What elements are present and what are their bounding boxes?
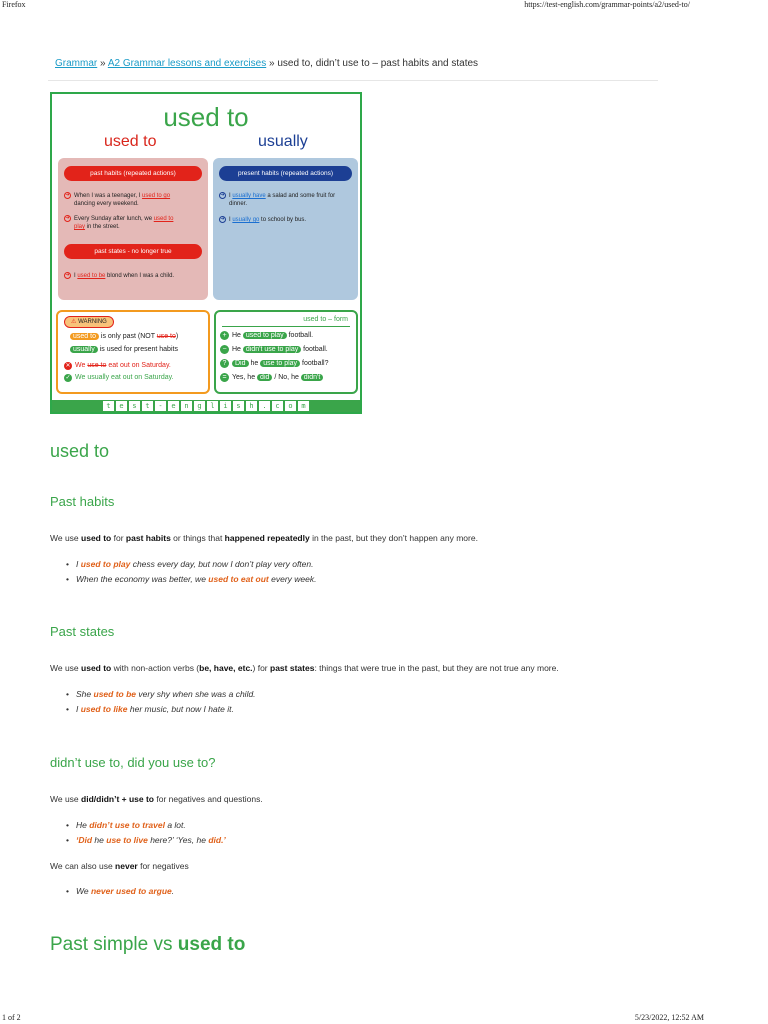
list-item [66,559,316,574]
present-habits-example-2 [219,216,355,224]
text: to school by bus. [259,217,307,224]
text: every week. [268,574,317,584]
list-item [66,574,316,589]
bold: past states [270,663,315,673]
bold: used to [81,663,112,673]
present-panel [213,158,358,300]
text: here?’ ‘Yes, he [147,835,209,845]
bold: happened repeatedly [224,533,310,543]
logo-letter: l [207,401,218,411]
tag: Did [232,360,249,367]
text: Past simple vs [50,934,178,955]
text: She [76,689,94,699]
highlight: did.’ [208,835,226,845]
cross-icon: ✕ [65,363,71,369]
form-short-answer [220,373,323,382]
arrow-icon: ➜ [65,272,70,278]
text: We use [50,663,82,673]
question-icon: ? [220,359,229,368]
tag: didn't [301,374,324,381]
highlight: play [74,224,86,231]
print-timestamp: 5/23/2022, 12:52 AM [634,1013,704,1022]
breadcrumb-current: used to, didn’t use to – past habits and states [277,58,479,69]
form-title: used to – form [303,316,348,323]
paragraph-never [50,861,189,871]
logo-letter: g [194,401,205,411]
text: When the economy was better, we [76,574,209,584]
heading-used-to: used to [50,441,110,461]
logo-letter: . [259,401,270,411]
text: / No, he [272,374,301,381]
list-item [66,820,226,835]
list-item [66,704,256,719]
paragraph-negatives-questions [50,794,263,804]
text: When I was a teenager, I [74,193,143,200]
warning-line-4 [64,374,174,382]
text: ) for [252,663,271,673]
text: I [76,704,81,714]
heading-past-simple-vs-used-to [50,934,245,956]
text: football. [286,332,314,339]
form-question [220,359,328,368]
strike: use to [87,362,107,369]
text: dinner. [229,201,248,208]
highlight: used to be [77,273,106,280]
arrow-icon: ➜ [65,192,70,198]
highlight: used to eat out [208,574,269,584]
highlight: used to play [80,559,131,569]
page-count: 1 of 2 [2,1013,21,1022]
examples-past-habits [66,559,316,589]
breadcrumb-separator: » [97,58,108,69]
logo-letter: t [142,401,153,411]
text: with non-action verbs ( [111,663,200,673]
tag: did [257,374,272,381]
strike: use to [156,333,176,340]
text: Yes, he [232,374,258,381]
text: blond when I was a child. [105,273,175,280]
print-header [0,0,768,10]
text: eat out on Saturday. [106,362,171,369]
paragraph-past-states [50,663,559,673]
text: He [232,346,243,353]
text: I [76,559,81,569]
logo-letter: c [272,401,283,411]
past-states-pill: past states - no longer true [64,244,202,259]
text: very shy when she was a child. [136,689,256,699]
present-habits-pill: present habits (repeated actions) [219,166,352,181]
tag: didn't use to play [243,346,301,353]
text: her music, but now I hate it. [127,704,234,714]
text: football. [301,346,328,353]
examples-negatives-questions [66,820,226,850]
divider [222,326,350,327]
logo-letter: e [168,401,179,411]
present-habits-example-1 [219,192,355,208]
infographic-footer-logo [52,400,360,412]
bold: used to [177,934,246,955]
used-to-infographic [50,92,362,414]
bold: did/didn’t + use to [81,794,154,804]
text: is only past (NOT [98,333,157,340]
text: dancing every weekend. [74,201,139,208]
text: I [229,193,233,200]
infographic-subtitle-usually: usually [258,133,308,150]
text: for negatives and questions. [154,794,263,804]
arrow-icon: ➜ [220,216,225,222]
paragraph-past-habits [50,533,478,543]
logo-letter: h [246,401,257,411]
warning-label: WARNING [78,319,107,325]
breadcrumb-separator: » [266,58,278,69]
check-icon: ✓ [65,375,71,381]
logo-letter: i [220,401,231,411]
warning-line-1 [70,333,178,340]
text: We use [50,794,82,804]
text: he [92,835,107,845]
text: a lot. [164,820,186,830]
list-item [66,689,256,704]
infographic-subtitle-used-to: used to [104,133,157,150]
logo-letter: o [285,401,296,411]
logo-letter: n [181,401,192,411]
text: chess every day, but now I don’t play very often. [130,559,314,569]
past-habits-example-1 [64,192,204,208]
past-panel [58,158,208,300]
text: Every Sunday after lunch, we [74,216,154,223]
form-panel [214,310,358,394]
arrow-icon: ➜ [65,215,70,221]
past-states-example [64,272,204,280]
logo-letter: s [233,401,244,411]
bold: be, have, etc. [199,663,253,673]
minus-icon: − [220,345,229,354]
form-affirmative [220,331,313,340]
logo-letter: e [116,401,127,411]
tag: used to [70,333,99,340]
text: for negatives [137,861,189,871]
text: for [111,533,126,543]
warning-panel [56,310,210,394]
highlight: usually go [232,217,260,224]
print-footer [0,1012,768,1024]
logo-letter: m [298,401,309,411]
text: We usually eat out on Saturday. [75,374,174,381]
highlight: ‘Did [76,835,93,845]
text: football? [300,360,329,367]
logo-letter: - [155,401,166,411]
list-item [66,886,174,901]
highlight: use to live [106,835,148,845]
text: a salad and some fruit for [265,193,336,200]
breadcrumb-link-grammar[interactable]: Grammar [55,58,98,69]
warning-icon: ⚠ [71,319,77,325]
highlight: didn’t use to travel [89,820,165,830]
highlight: used to [153,216,174,223]
examples-never [66,886,174,901]
bold: never [115,861,138,871]
text: He [232,332,243,339]
logo-letter: t [103,401,114,411]
breadcrumb-link-a2-lessons[interactable]: A2 Grammar lessons and exercises [107,58,267,69]
highlight: used to like [80,704,128,714]
text: I [229,217,233,224]
text: is used for present habits [97,346,178,353]
text: . [171,886,175,896]
bold: used to [81,533,112,543]
heading-past-habits: Past habits [50,494,115,509]
list-item [66,835,226,850]
warning-line-3 [64,362,171,370]
text: I [74,273,78,280]
heading-didnt-use-to: didn’t use to, did you use to? [50,755,216,770]
text: We [75,362,88,369]
text: ) [175,333,179,340]
text: in the past, but they don’t happen any more. [309,533,478,543]
breadcrumb [55,58,478,69]
highlight: usually have [232,193,266,200]
tag: use to play [260,360,300,367]
highlight: never used to argue [90,886,172,896]
warning-line-2 [70,346,178,353]
text: We can also use [50,861,116,871]
equals-icon: = [220,373,229,382]
tag: usually [70,346,98,353]
examples-past-states [66,689,256,719]
logo-letter: s [129,401,140,411]
print-header-url: https://test-english.com/grammar-points/a2/used-to/ [524,0,690,9]
arrow-icon: ➜ [220,192,225,198]
text: he [248,360,261,367]
plus-icon: + [220,331,229,340]
text: or things that [170,533,225,543]
infographic-title: used to [163,102,249,132]
text: He [76,820,90,830]
bold: past habits [125,533,171,543]
highlight: used to go [142,193,171,200]
warning-badge [64,316,114,328]
tag: used to play [243,332,287,339]
heading-past-states: Past states [50,624,115,639]
past-habits-pill: past habits (repeated actions) [64,166,202,181]
text: : things that were true in the past, but they are not true any more. [314,663,559,673]
highlight: used to be [93,689,137,699]
logo-letters [103,401,309,411]
text: in the street. [85,224,120,231]
form-negative [220,345,328,354]
past-habits-example-2 [64,215,204,231]
text: We [76,886,91,896]
divider [48,80,658,81]
print-header-app: Firefox [2,0,26,9]
text: We use [50,533,82,543]
